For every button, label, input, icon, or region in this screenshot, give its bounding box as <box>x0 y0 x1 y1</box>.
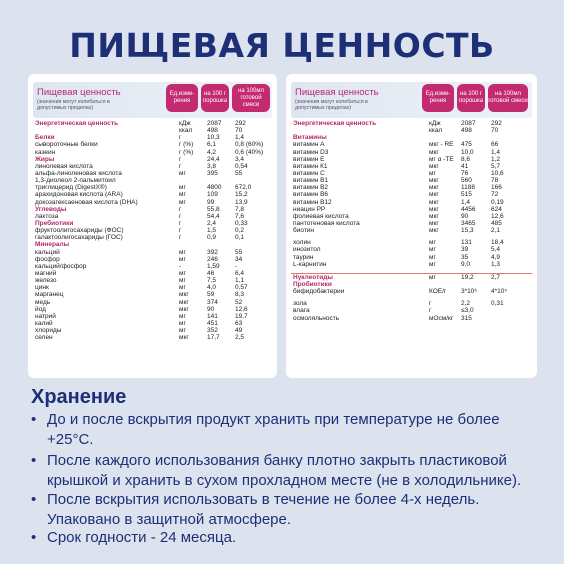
unit-cell: мг <box>179 248 186 256</box>
header-note: (значения могут колебаться в допустимых пределах) <box>37 99 110 111</box>
nutrient-name: Энергетическая ценность <box>35 120 119 127</box>
table-row <box>291 127 532 134</box>
table-row <box>33 313 272 320</box>
nutrient-name: селен <box>35 334 53 342</box>
storage-item: • До и после вскрытия продукт хранить при температуре не более +25°С. <box>31 411 500 448</box>
unit-cell: г (%) <box>179 148 194 156</box>
table-row <box>33 327 272 334</box>
table-body <box>291 120 532 322</box>
unit-cell: г <box>179 205 182 213</box>
nutrient-name: зола <box>293 300 307 308</box>
nutrient-name: витамин Е <box>293 155 325 163</box>
per-100ml-value: 0,31 <box>491 300 504 308</box>
per-100ml-value: 55 <box>235 248 243 256</box>
per-100ml-value: 1,4 <box>235 134 245 142</box>
header-note: (значения могут колебаться в допустимых пределах) <box>295 99 368 111</box>
per-100g-value: 515 <box>461 191 472 199</box>
table-row <box>291 206 532 213</box>
unit-cell: мкг <box>429 184 439 192</box>
unit-cell: мг <box>179 327 186 335</box>
per-100g-value: 352 <box>207 327 218 335</box>
per-100g-value: 4,0 <box>207 284 217 292</box>
per-100g-value: 90 <box>207 305 215 313</box>
per-100g-value: ≤3,0 <box>461 307 474 315</box>
per-100ml-value: 4,9 <box>491 253 501 261</box>
per-100ml-value: 70 <box>235 127 243 135</box>
per-100ml-value: 0,54 <box>235 162 248 170</box>
per-100ml-value: 485 <box>491 219 502 227</box>
per-100ml-value: 52 <box>235 298 243 306</box>
per-100ml-value: 292 <box>235 120 246 127</box>
unit-cell: г <box>179 234 182 242</box>
per-100ml-value: 1,1 <box>235 277 245 285</box>
table-header <box>291 78 532 118</box>
nutrient-name: бифидобактерии <box>293 288 345 296</box>
nutrient-name: Витамины <box>293 134 327 142</box>
unit-cell: мкг <box>179 305 189 313</box>
nutrient-name: триглицерид (DigestX®) <box>35 184 107 192</box>
table-row <box>291 191 532 198</box>
nutrient-name: натрий <box>35 312 56 320</box>
per-100ml-value: 624 <box>491 205 502 213</box>
nutrient-name: осмоляльность <box>293 314 340 322</box>
per-100g-value: 6,1 <box>207 141 217 149</box>
per-100ml-value: 12,6 <box>235 305 248 313</box>
per-100g-value: 46 <box>207 269 215 277</box>
per-100g-value: 3,8 <box>207 162 217 170</box>
nutrient-name: витамин С <box>293 169 325 177</box>
unit-cell: мкг <box>429 212 439 220</box>
unit-cell: мг <box>429 239 436 247</box>
table-row <box>33 277 272 284</box>
header-title: Пищевая ценность <box>37 87 121 98</box>
unit-cell: кДж <box>429 120 441 127</box>
table-row <box>291 288 532 295</box>
per-100g-value: 9,0 <box>461 260 471 268</box>
table-row <box>33 263 272 270</box>
unit-cell: ккал <box>429 127 443 135</box>
per-100g-value: 99 <box>207 198 215 206</box>
unit-cell: г <box>179 227 182 235</box>
storage-item: • После вскрытия использовать в течение не более 4-х недель. Упаковано в защитной атмосфере. <box>31 491 480 528</box>
unit-cell: г <box>179 219 182 227</box>
per-100ml-value: 78 <box>491 177 499 185</box>
per-100g-value: 498 <box>461 127 472 135</box>
per-100g-value: 2087 <box>207 120 222 127</box>
per-100ml-value: 49 <box>235 327 243 335</box>
nutrient-name: 1,3-диолеол 2-пальмитоил <box>35 177 116 185</box>
unit-cell: мг <box>429 260 436 268</box>
unit-cell: г <box>179 212 182 220</box>
per-100g-value: 19,2 <box>461 273 474 281</box>
table-row <box>291 239 532 246</box>
nutrition-table-right <box>286 74 537 378</box>
unit-cell: мг <box>179 255 186 263</box>
per-100ml-value: 19,7 <box>235 312 248 320</box>
per-100ml-value: 0,2 <box>235 227 245 235</box>
unit-cell: мкг <box>179 291 189 299</box>
table-row <box>33 184 272 191</box>
unit-cell: мг <box>429 169 436 177</box>
nutrient-name: фолиевая кислота <box>293 212 349 220</box>
nutrient-name: Углеводы <box>35 205 67 213</box>
per-100ml-value: 63 <box>235 319 243 327</box>
per-100ml-pill: на 100мл готовой смеси <box>488 84 528 112</box>
per-100g-value: 90 <box>461 212 469 220</box>
per-100ml-value: 292 <box>491 120 502 127</box>
table-row <box>291 199 532 206</box>
unit-cell: мкг <box>429 148 439 156</box>
per-100g-value: 10,3 <box>207 134 220 142</box>
table-row <box>291 177 532 184</box>
table-row <box>33 127 272 134</box>
per-100g-value: 2,2 <box>461 300 471 308</box>
nutrition-table-left <box>28 74 277 378</box>
per-100ml-value: 2,5 <box>235 334 245 342</box>
table-row <box>291 300 532 307</box>
nutrient-name: витамин D3 <box>293 148 329 156</box>
section-row <box>291 273 532 281</box>
per-100ml-value: 8,3 <box>235 291 245 299</box>
unit-cell: мг <box>179 169 186 177</box>
table-row <box>33 170 272 177</box>
per-100g-value: 7,5 <box>207 277 217 285</box>
unit-cell: мкг <box>429 177 439 185</box>
table-row <box>291 315 532 322</box>
unit-cell: г <box>179 155 182 163</box>
nutrient-name: кальций <box>35 248 60 256</box>
table-row <box>33 199 272 206</box>
unit-cell: мОсм/кг <box>429 314 454 322</box>
table-row <box>33 163 272 170</box>
unit-cell: мкг - RE <box>429 141 454 149</box>
nutrient-name: сывороточные белки <box>35 141 98 149</box>
per-100ml-value: 12,6 <box>491 212 504 220</box>
per-100g-value: 3465 <box>461 219 476 227</box>
section-row <box>33 241 272 248</box>
nutrient-name: кальций/фосфор <box>35 262 87 270</box>
table-row <box>33 234 272 241</box>
table-row <box>33 270 272 277</box>
per-100g-value: 35 <box>461 253 469 261</box>
unit-cell: мг <box>179 277 186 285</box>
nutrient-name: магний <box>35 269 57 277</box>
unit-cell: г <box>429 307 432 315</box>
section-row <box>33 120 272 127</box>
nutrient-name: витамин В12 <box>293 198 332 206</box>
bullet-icon: • <box>31 411 37 428</box>
per-100ml-value: 13,9 <box>235 198 248 206</box>
per-100ml-value: 0,8 (60%) <box>235 141 264 149</box>
table-row <box>33 256 272 263</box>
per-100ml-value: 166 <box>491 184 502 192</box>
per-100ml-value: 1,3 <box>491 260 501 268</box>
per-100g-value: 24,4 <box>207 155 220 163</box>
table-row <box>291 220 532 227</box>
unit-cell: КОЕ/г <box>429 288 447 296</box>
unit-cell: мкг <box>179 334 189 342</box>
table-body <box>33 120 272 341</box>
bullet-icon: • <box>31 452 37 469</box>
per-100ml-value: 18,4 <box>491 239 504 247</box>
table-row <box>33 249 272 256</box>
nutrient-name: L-карнитин <box>293 260 327 268</box>
nutrient-name: докозагексаеновая кислота (DHA) <box>35 198 138 206</box>
nutrient-name: таурин <box>293 253 314 261</box>
nutrient-name: фосфор <box>35 255 60 263</box>
unit-cell: мг <box>179 312 186 320</box>
per-100g-value: 39 <box>461 246 469 254</box>
unit-cell: г <box>179 162 182 170</box>
unit-cell: мкг <box>179 298 189 306</box>
nutrient-name: арахидоновая кислота (ARA) <box>35 191 123 199</box>
nutrient-name: влага <box>293 307 310 315</box>
storage-title: Хранение <box>31 386 127 408</box>
per-100g-value: 131 <box>461 239 472 247</box>
table-row <box>33 334 272 341</box>
nutrient-name: хлориды <box>35 327 62 335</box>
per-100ml-value: 6,4 <box>235 269 245 277</box>
per-100g-value: 4800 <box>207 184 222 192</box>
per-100ml-value: 672,0 <box>235 184 252 192</box>
per-100ml-value: 3,4 <box>235 155 245 163</box>
table-row <box>33 291 272 298</box>
unit-cell: мг <box>179 198 186 206</box>
unit-cell: мкг <box>429 205 439 213</box>
nutrient-name: ниацин РР <box>293 205 326 213</box>
nutrient-name: железо <box>35 277 57 285</box>
per-100g-pill: на 100 г порошка <box>457 84 485 112</box>
per-100g-value: 3*10⁶ <box>461 288 478 296</box>
table-row <box>291 156 532 163</box>
nutrient-name: Пребиотики <box>35 219 74 227</box>
per-100g-value: 55,8 <box>207 205 220 213</box>
unit-cell: мг <box>429 246 436 254</box>
table-row <box>291 163 532 170</box>
nutrient-name: Белки <box>35 134 55 142</box>
storage-item: • После каждого использования банку плотно закрыть пластиковой крышкой и хранить в сухом прохладном месте (не в холодильнике). <box>31 452 522 489</box>
per-100g-value: 2087 <box>461 120 476 127</box>
per-100ml-value: 7,8 <box>235 205 245 213</box>
per-100g-value: 246 <box>207 255 218 263</box>
per-100g-value: 475 <box>461 141 472 149</box>
nutrient-name: альфа-линоленовая кислота <box>35 169 122 177</box>
nutrient-name: галактоолигосахариды (ГОС) <box>35 234 123 242</box>
per-100g-value: 15,3 <box>461 227 474 235</box>
per-100g-value: 0,9 <box>207 234 217 242</box>
per-100g-value: 1,4 <box>461 198 471 206</box>
per-100g-value: 109 <box>207 191 218 199</box>
unit-cell: - <box>179 262 182 270</box>
table-row <box>291 261 532 268</box>
per-100g-value: 141 <box>207 312 218 320</box>
unit-cell: мг <box>179 284 186 292</box>
nutrient-name: линолевая кислота <box>35 162 93 170</box>
nutrient-name: цинк <box>35 284 49 292</box>
nutrient-name: йод <box>35 305 46 313</box>
per-100g-value: 2,4 <box>207 219 217 227</box>
nutrient-name: казеин <box>35 148 56 156</box>
per-100g-value: 498 <box>207 127 218 135</box>
table-row <box>33 191 272 198</box>
per-100ml-value: 72 <box>491 191 499 199</box>
per-100g-pill: на 100 г порошка <box>201 84 229 112</box>
per-100g-value: 374 <box>207 298 218 306</box>
unit-cell: мг <box>179 184 186 192</box>
unit-cell: мкг <box>429 162 439 170</box>
table-header <box>33 78 272 118</box>
unit-cell: кДж <box>179 120 191 127</box>
per-100g-value: 4,2 <box>207 148 217 156</box>
table-row <box>291 227 532 234</box>
nutrient-name: витамин А <box>293 141 325 149</box>
bullet-icon: • <box>31 529 37 546</box>
per-100ml-value: 1,4 <box>491 148 501 156</box>
nutrient-name: витамин В2 <box>293 184 329 192</box>
per-100g-value: 10,0 <box>461 148 474 156</box>
per-100g-value: 451 <box>207 319 218 327</box>
per-100ml-value: 7,6 <box>235 212 245 220</box>
unit-cell: мкг <box>429 219 439 227</box>
unit-cell: г <box>179 134 182 142</box>
nutrient-name: Нуклеотиды <box>293 273 333 281</box>
nutrient-name: витамин К1 <box>293 162 328 170</box>
table-row <box>291 213 532 220</box>
per-100ml-value: 55 <box>235 169 243 177</box>
unit-pill: Ед.изме-рения <box>166 84 198 112</box>
per-100ml-value: 0,19 <box>491 198 504 206</box>
table-row <box>33 320 272 327</box>
table-row <box>33 306 272 313</box>
per-100g-value: 392 <box>207 248 218 256</box>
unit-cell: мг <box>179 269 186 277</box>
per-100ml-value: 2,7 <box>491 273 501 281</box>
unit-cell: г <box>429 300 432 308</box>
per-100ml-value: 34 <box>235 255 243 263</box>
table-row <box>33 141 272 148</box>
nutrient-name: марганец <box>35 291 64 299</box>
table-row <box>291 149 532 156</box>
per-100g-value: 315 <box>461 314 472 322</box>
per-100ml-value: 0,57 <box>235 284 248 292</box>
per-100ml-value: 66 <box>491 141 499 149</box>
header-title: Пищевая ценность <box>295 87 379 98</box>
nutrient-name: пантотеновая кислота <box>293 219 360 227</box>
table-row <box>291 254 532 261</box>
per-100ml-value: 15,2 <box>235 191 248 199</box>
per-100ml-value: 1,2 <box>491 155 501 163</box>
unit-cell: мг <box>429 253 436 261</box>
per-100g-value: 395 <box>207 169 218 177</box>
table-row <box>33 284 272 291</box>
per-100ml-value: 0,33 <box>235 219 248 227</box>
nutrient-name: лактоза <box>35 212 59 220</box>
nutrient-name: Энергетическая ценность <box>293 120 377 127</box>
table-row <box>33 299 272 306</box>
per-100g-value: 1,5 <box>207 227 217 235</box>
per-100ml-value: - <box>235 262 238 270</box>
section-row <box>291 134 532 141</box>
per-100ml-value: 5,4 <box>491 246 501 254</box>
per-100g-value: 4456 <box>461 205 476 213</box>
table-row <box>291 184 532 191</box>
table-row <box>33 213 272 220</box>
nutrient-name: витамин В1 <box>293 177 329 185</box>
unit-cell: мг <box>179 319 186 327</box>
unit-cell: ккал <box>179 127 193 135</box>
nutrient-name: витамин В6 <box>293 191 329 199</box>
per-100g-value: 41 <box>461 162 469 170</box>
nutrient-name: фруктоолигосахариды (ФОС) <box>35 227 124 235</box>
per-100g-value: 17,7 <box>207 334 220 342</box>
section-row <box>33 156 272 163</box>
section-row <box>33 220 272 227</box>
per-100g-value: 76 <box>461 169 469 177</box>
unit-cell: мг <box>179 191 186 199</box>
per-100g-value: 1188 <box>461 184 475 192</box>
table-row <box>291 246 532 253</box>
nutrient-name: Минералы <box>35 241 70 249</box>
nutrient-name: Пробиотики <box>293 280 332 288</box>
per-100g-value: 560 <box>461 177 472 185</box>
per-100ml-value: 0,6 (40%) <box>235 148 264 156</box>
unit-cell: мкг <box>429 191 439 199</box>
table-row <box>291 307 532 314</box>
per-100ml-value: 0,1 <box>235 234 245 242</box>
page-title: ПИЩЕВАЯ ЦЕННОСТЬ <box>69 26 495 65</box>
per-100ml-value: 10,6 <box>491 169 504 177</box>
unit-cell: г (%) <box>179 141 194 149</box>
per-100ml-value: 5,7 <box>491 162 501 170</box>
table-row <box>291 141 532 148</box>
nutrient-name: холин <box>293 239 311 247</box>
section-row <box>33 206 272 213</box>
table-row <box>33 227 272 234</box>
nutrient-name: Жиры <box>35 155 55 163</box>
per-100g-value: 54,4 <box>207 212 220 220</box>
unit-cell: мкг <box>429 198 439 206</box>
per-100ml-value: 70 <box>491 127 499 135</box>
unit-cell: мг α -TE <box>429 155 454 163</box>
nutrient-name: биотин <box>293 227 315 235</box>
nutrient-name: медь <box>35 298 51 306</box>
per-100ml-pill: на 100мл готовой смеси <box>232 84 270 112</box>
unit-pill: Ед.изме-рения <box>422 84 454 112</box>
nutrient-name: калий <box>35 319 53 327</box>
table-row <box>291 170 532 177</box>
unit-cell: мкг <box>429 227 439 235</box>
storage-item: • Срок годности - 24 месяца. <box>31 529 237 546</box>
per-100ml-value: 2,1 <box>491 227 501 235</box>
per-100g-value: 8,6 <box>461 155 471 163</box>
section-row <box>291 120 532 127</box>
per-100ml-value: 4*10⁵ <box>491 288 508 296</box>
unit-cell: мг <box>429 273 436 281</box>
table-row <box>33 149 272 156</box>
per-100g-value: 59 <box>207 291 215 299</box>
bullet-icon: • <box>31 491 37 508</box>
per-100g-value: 1,59 <box>207 262 220 270</box>
nutrient-name: инозитол <box>293 246 321 254</box>
